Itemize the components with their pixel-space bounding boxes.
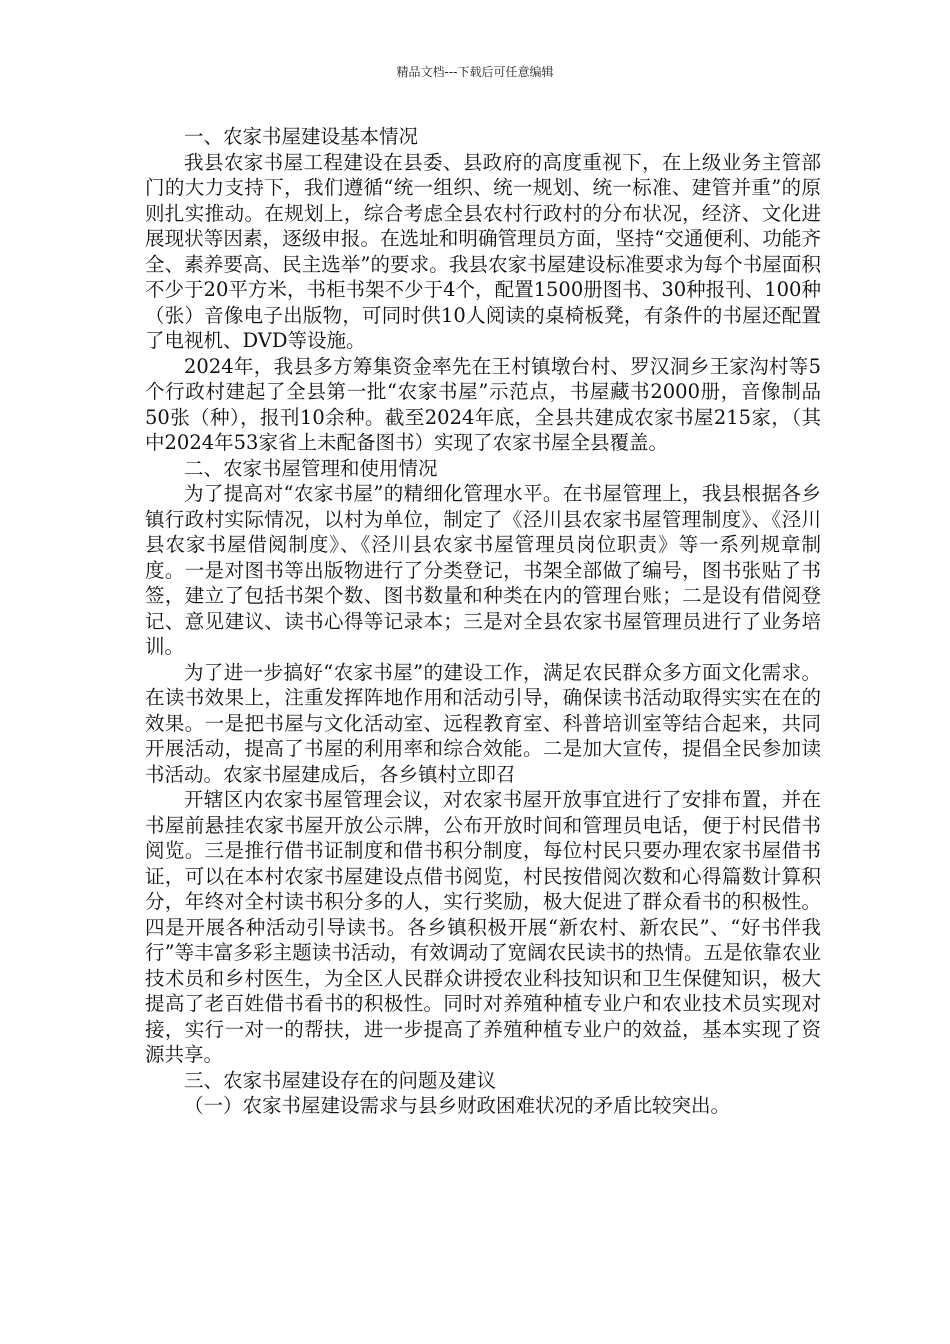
paragraph: 为了进一步搞好“农家书屋”的建设工作，满足农民群众多方面文化需求。在读书效果上，注重发挥阵地作用和活动引导，确保读书活动取得实实在在的效果。一是把书屋与文化活动室、远程教育室、科普培训室等结合起来，共同开展活动，提高了书屋的利用率和综合效能。二是加大宣传，提倡全民参加读书活动。农家书屋建成后，各乡镇村立即召 [145, 660, 821, 786]
paragraph: 2024年，我县多方筹集资金率先在王村镇墩台村、罗汉洞乡王家沟村等5个行政村建起了全县第一批“农家书屋”示范点，书屋藏书2000册，音像制品50张（种），报刊10余种。截至2024年底，全县共建成农家书屋215家，（其中2024年53家省上未配备图书）实现了农家书屋全县覆盖。 [145, 354, 821, 454]
document-body [145, 124, 821, 1119]
section-heading-3: 三、农家书屋建设存在的问题及建议 [184, 1068, 497, 1092]
paragraph: 我县农家书屋工程建设在县委、县政府的高度重视下，在上级业务主管部门的大力支持下，我们遵循“统一组织、统一规划、统一标准、建管并重”的原则扎实推动。在规划上，综合考虑全县农村行政村的分布状况，经济、文化进展现状等因素，逐级申报。在选址和明确管理员方面，坚持“交通便利、功能齐全、素养要高、民主选举”的要求。我县农家书屋建设标准要求为每个书屋面积不少于20平方米，书柜书架不少于4个，配置1500册图书、30种报刊、100种（张）音像电子出版物，可同时供10人阅读的桌椅板凳，有条件的书屋还配置了电视机、DVD等设施。 [145, 150, 821, 352]
paragraph: 为了提高对“农家书屋”的精细化管理水平。在书屋管理上，我县根据各乡镇行政村实际情况，以村为单位，制定了《泾川县农家书屋管理制度》、《泾川县农家书屋借阅制度》、《泾川县农家书屋管理员岗位职责》等一系列规章制度。一是对图书等出版物进行了分类登记，书架全部做了编号，图书张贴了书签，建立了包括书架个数、图书数量和种类在内的管理台账；二是设有借阅登记、意见建议、读书心得等记录本；三是对全县农家书屋管理员进行了业务培训。 [145, 482, 821, 658]
section-heading-1: 一、农家书屋建设基本情况 [184, 125, 419, 148]
page-header: 精品文档---下载后可任意编辑 [396, 65, 554, 79]
paragraph: （一）农家书屋建设需求与县乡财政困难状况的矛盾比较突出。 [184, 1094, 731, 1117]
section-heading-2: 二、农家书屋管理和使用情况 [184, 456, 438, 480]
paragraph: 开辖区内农家书屋管理会议，对农家书屋开放事宜进行了安排布置，并在书屋前悬挂农家书屋开放公示牌，公布开放时间和管理员电话，便于村民借书阅览。三是推行借书证制度和借书积分制度，每位村民只要办理农家书屋借书证，可以在本村农家书屋建设点借书阅览，村民按借阅次数和心得篇数计算积分，年终对全村读书积分多的人，实行奖励，极大促进了群众看书的积极性。四是开展各种活动引导读书。各乡镇积极开展“新农村、新农民”、“好书伴我行”等丰富多彩主题读书活动，有效调动了宽阔农民读书的热情。五是依靠农业技术员和乡村医生，为全区人民群众讲授农业科技知识和卫生保健知识，极大提高了老百姓借书看书的积极性。同时对养殖种植专业户和农业技术员实现对接，实行一对一的帮扶，进一步提高了养殖种植专业户的效益，基本实现了资源共享。 [145, 788, 821, 1066]
